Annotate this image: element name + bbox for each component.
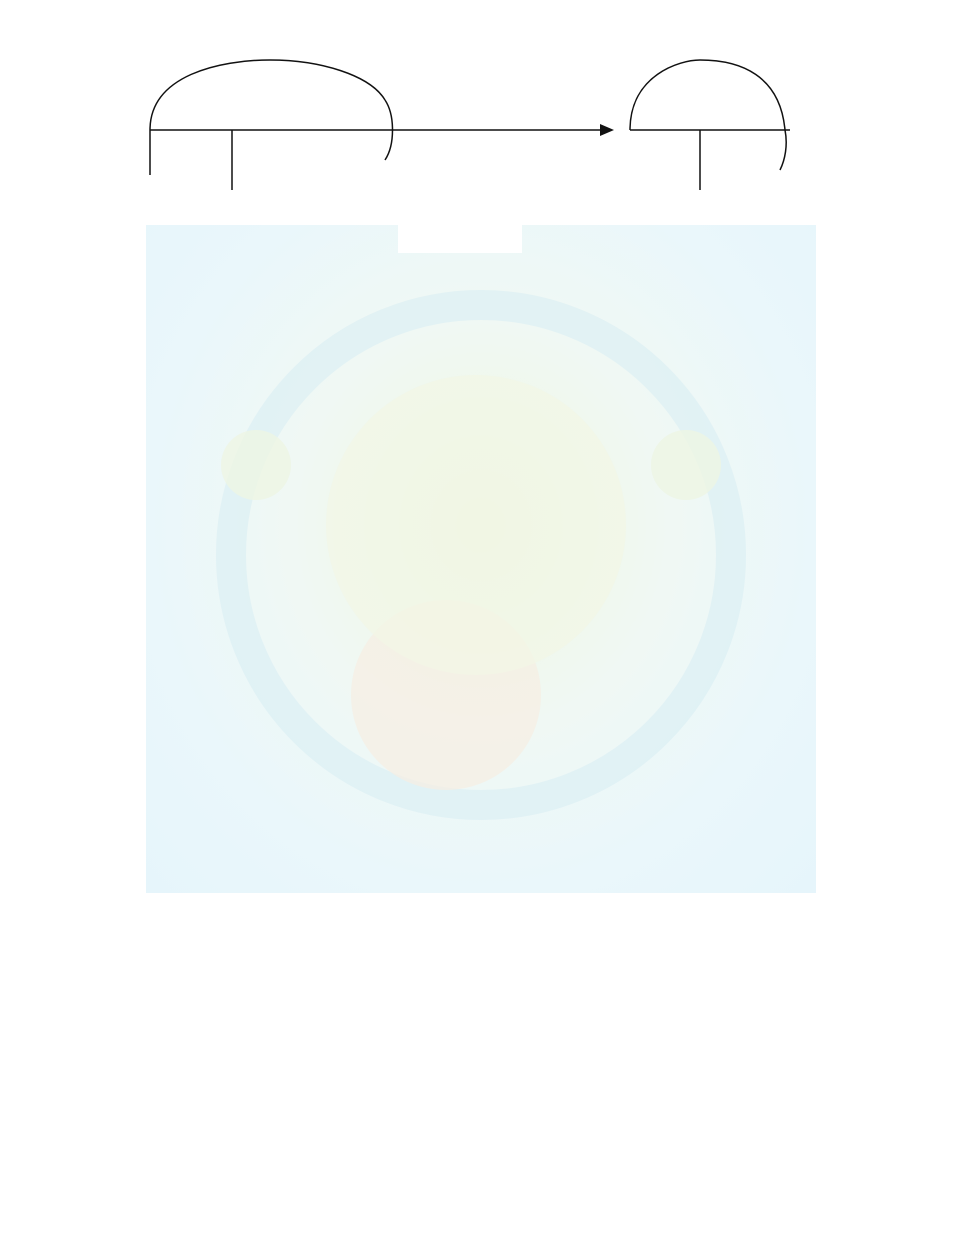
node-i-ellipse xyxy=(150,60,385,130)
activity-arrow-head xyxy=(600,124,614,136)
watermark-logo-art xyxy=(146,225,816,893)
apx-label-box xyxy=(398,225,522,253)
watermark-background xyxy=(146,225,816,893)
network-diagram xyxy=(140,55,800,190)
node-j-ellipse xyxy=(630,60,786,170)
footer-rule xyxy=(30,1130,952,1134)
